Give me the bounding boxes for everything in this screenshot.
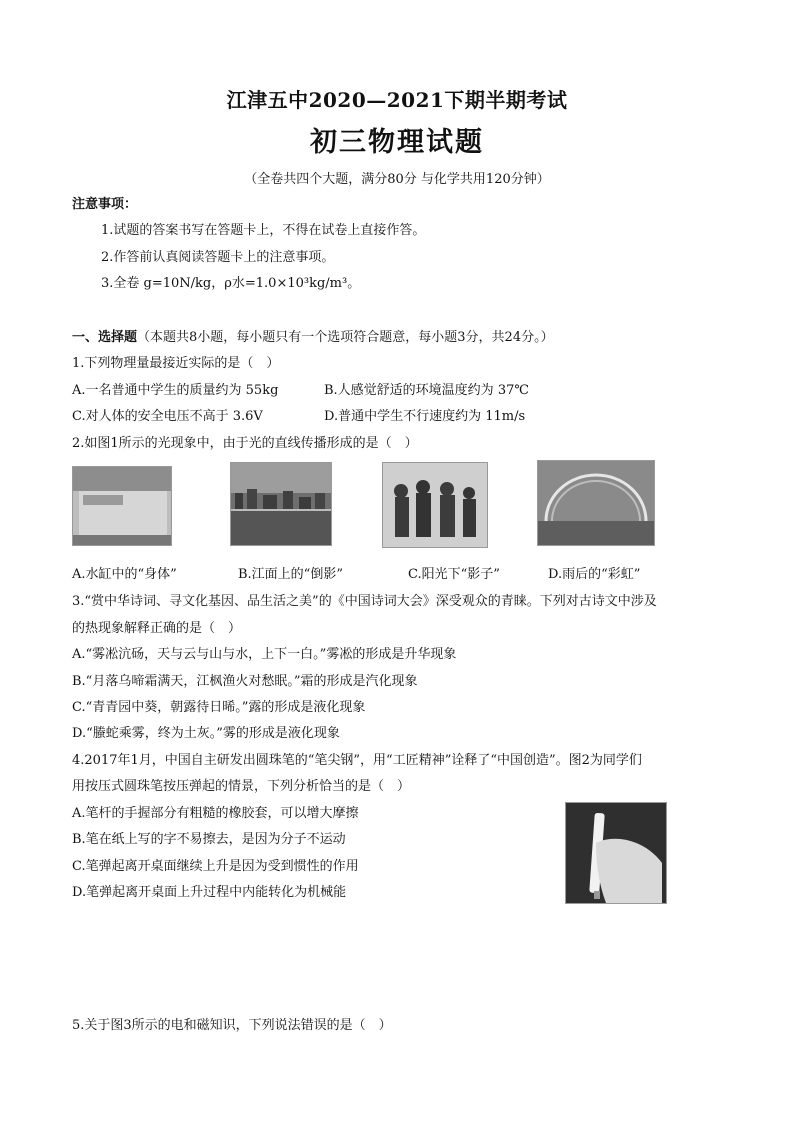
note-item-2: 2.作答前认真阅读答题卡上的注意事项。 xyxy=(101,250,335,265)
figure-water-tank-image xyxy=(72,466,172,546)
notes-heading: 注意事项： xyxy=(72,197,138,212)
q5-stem: 5.关于图3所示的电和磁知识，下列说法错误的是（ ） xyxy=(72,1018,392,1033)
q1-option-d: D.普通中学生不行速度约为 11m/s xyxy=(324,409,526,424)
figure-rainbow-image xyxy=(537,460,655,546)
note-item-3: 3.全卷 g=10N/kg，ρ水=1.0×10³kg/m³。 xyxy=(101,276,361,291)
q4-option-d: D.笔弹起离开桌面上升过程中内能转化为机械能 xyxy=(72,885,347,900)
q2-option-d: D.雨后的“彩虹” xyxy=(548,567,641,582)
figure-pen-hand-image xyxy=(565,802,667,904)
section1-header xyxy=(72,329,554,347)
q4-stem-line1: 4.2017年1月，中国自主研发出圆珠笔的“笔尖钢”，用“工匠精神”诠释了“中国创造”。图2为同学们 xyxy=(72,753,642,768)
q1-stem: 1.下列物理量最接近实际的是（ ） xyxy=(72,356,280,371)
q3-stem-line2: 的热现象解释正确的是（ ） xyxy=(72,621,242,636)
q3-option-c: C.“青青园中葵，朝露待日晞。”露的形成是液化现象 xyxy=(72,700,366,715)
q4-option-a: A.笔杆的手握部分有粗糙的橡胶套，可以增大摩擦 xyxy=(72,806,359,821)
q3-option-b: B.“月落乌啼霜满天，江枫渔火对愁眠。”霜的形成是汽化现象 xyxy=(72,674,418,689)
figure-shadow-image xyxy=(382,462,488,548)
exam-title: 江津五中2020—2021下期半期考试 xyxy=(226,88,568,112)
figure-river-reflection-image xyxy=(230,462,332,546)
q1-option-a: A.一名普通中学生的质量约为 55kg xyxy=(72,383,279,398)
q4-stem-line2: 用按压式圆珠笔按压弹起的情景，下列分析恰当的是（ ） xyxy=(72,779,411,794)
q3-option-a: A.“雾凇沆砀，天与云与山与水，上下一白。”雾凇的形成是升华现象 xyxy=(72,647,457,662)
exam-info: （全卷共四个大题，满分80分 与化学共用120分钟） xyxy=(244,172,550,187)
q1-option-b: B.人感觉舒适的环境温度约为 37℃ xyxy=(324,383,529,398)
q2-option-a: A.水缸中的“身体” xyxy=(72,567,177,582)
section1-desc: （本题共8小题，每小题只有一个选项符合题意，每小题3分，共24分。） xyxy=(137,330,554,345)
q4-option-c: C.笔弹起离开桌面继续上升是因为受到惯性的作用 xyxy=(72,859,359,874)
q2-option-b: B.江面上的“倒影” xyxy=(238,567,343,582)
q3-option-d: D.“螣蛇乘雾，终为土灰。”雾的形成是液化现象 xyxy=(72,726,340,741)
q4-option-b: B.笔在纸上写的字不易擦去，是因为分子不运动 xyxy=(72,832,346,847)
note-item-1: 1.试题的答案书写在答题卡上，不得在试卷上直接作答。 xyxy=(101,223,426,238)
q3-stem-line1: 3.“赏中华诗词、寻文化基因、品生活之美”的《中国诗词大会》深受观众的青睐。下列对古诗文中涉及 xyxy=(72,594,657,609)
q2-option-c: C.阳光下“影子” xyxy=(408,567,500,582)
q1-option-c: C.对人体的安全电压不高于 3.6V xyxy=(72,409,263,424)
section1-heading: 一、选择题 xyxy=(72,330,138,345)
exam-subtitle: 初三物理试题 xyxy=(310,127,484,158)
q2-stem: 2.如图1所示的光现象中，由于光的直线传播形成的是（ ） xyxy=(72,436,418,451)
